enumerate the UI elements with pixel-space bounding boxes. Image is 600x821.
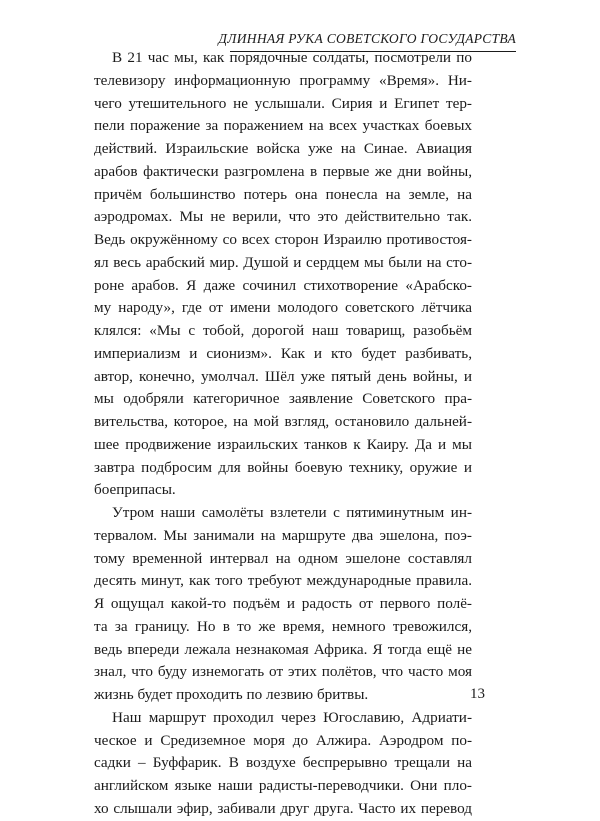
text-line: империализм и сионизм». Как и кто будет разбивать, — [94, 344, 472, 362]
text-line: садки – Буффарик. В воздухе беспрерывно трещали на — [94, 754, 472, 772]
text-line: жизнь будет проходить по лезвию бритвы. — [94, 686, 369, 703]
text-line: телевизору информационную программу «Время». Ни- — [94, 71, 472, 89]
text-line: тому временной интервал на одном эшелоне составлял — [94, 549, 472, 567]
text-line: шее продвижение израильских танков к Каиру. Да и мы — [94, 435, 472, 453]
text-line: боеприпасы. — [94, 481, 176, 499]
text-line: английском языке наши радисты-переводчики. Они пло- — [94, 777, 472, 794]
text-line: десять минут, как того требуют международные правила. — [94, 572, 472, 590]
text-line: арабов фактически разгромлена в первые же дни войны, — [94, 162, 472, 180]
text-line: пели поражение за поражением на всех участках боевых — [94, 117, 472, 135]
text-line: мы одобряли категоричное заявление Советского пра- — [94, 390, 472, 408]
text-line: завтра подбросим для войны боевую технику, оружие и — [94, 458, 472, 476]
text-line: Утром наши самолёты взлетели с пятиминутным ин- — [112, 504, 472, 521]
body-text — [94, 47, 472, 821]
text-line: Ведь окружённому со всех сторон Израилю противостоя- — [94, 231, 472, 248]
running-head-title: ДЛИННАЯ РУКА СОВЕТСКОГО ГОСУДАРСТВА — [218, 31, 516, 46]
text-line: знал, что буду изнемогать от этих полётов, что часто моя — [94, 663, 472, 681]
text-line: хо слышали эфир, забивали друг друга. Часто их перевод — [94, 799, 472, 817]
text-line: ческое и Средиземное моря до Алжира. Аэродром по- — [94, 731, 472, 749]
text-line: та за границу. Но в то же время, немного тревожился, — [94, 617, 472, 635]
text-line: роне арабов. Я даже сочинил стихотворение «Арабско- — [94, 276, 472, 294]
text-line: ял весь арабский мир. Душой и сердцем мы были на сто- — [94, 253, 472, 271]
paragraph-3 — [94, 707, 472, 821]
text-line: В 21 час мы, как порядочные солдаты, посмотрели по — [112, 49, 472, 66]
text-line: вительства, которое, на мой взгляд, остановило дальней- — [94, 413, 472, 430]
text-line: тервалом. Мы занимали на маршруте два эшелона, поэ- — [94, 526, 472, 544]
text-line: клялся: «Мы с тобой, дорогой наш товарищ, разобьём — [94, 322, 472, 339]
paragraph-2 — [94, 502, 472, 707]
text-line: чего утешительного не услышали. Сирия и Египет тер- — [94, 94, 472, 112]
text-line: Наш маршрут проходил через Югославию, Адриати- — [112, 708, 472, 726]
page-number: 13 — [470, 686, 485, 702]
text-line: автор, конечно, умолчал. Шёл уже пятый день войны, и — [94, 367, 472, 385]
text-line: действий. Израильские войска уже на Синае. Авиация — [94, 140, 472, 157]
text-line: причём большинство потерь она понесла на земле, на — [94, 185, 472, 203]
text-line: Я ощущал какой-то подъём и радость от первого полё- — [94, 595, 472, 612]
paragraph-1 — [94, 47, 472, 502]
text-line: му народу», где от имени молодого советского лётчика — [94, 299, 472, 317]
text-line: аэродромах. Мы не верили, что это действительно так. — [94, 208, 472, 226]
text-line: ведь впереди лежала незнакомая Африка. Я тогда ещё не — [94, 640, 472, 658]
